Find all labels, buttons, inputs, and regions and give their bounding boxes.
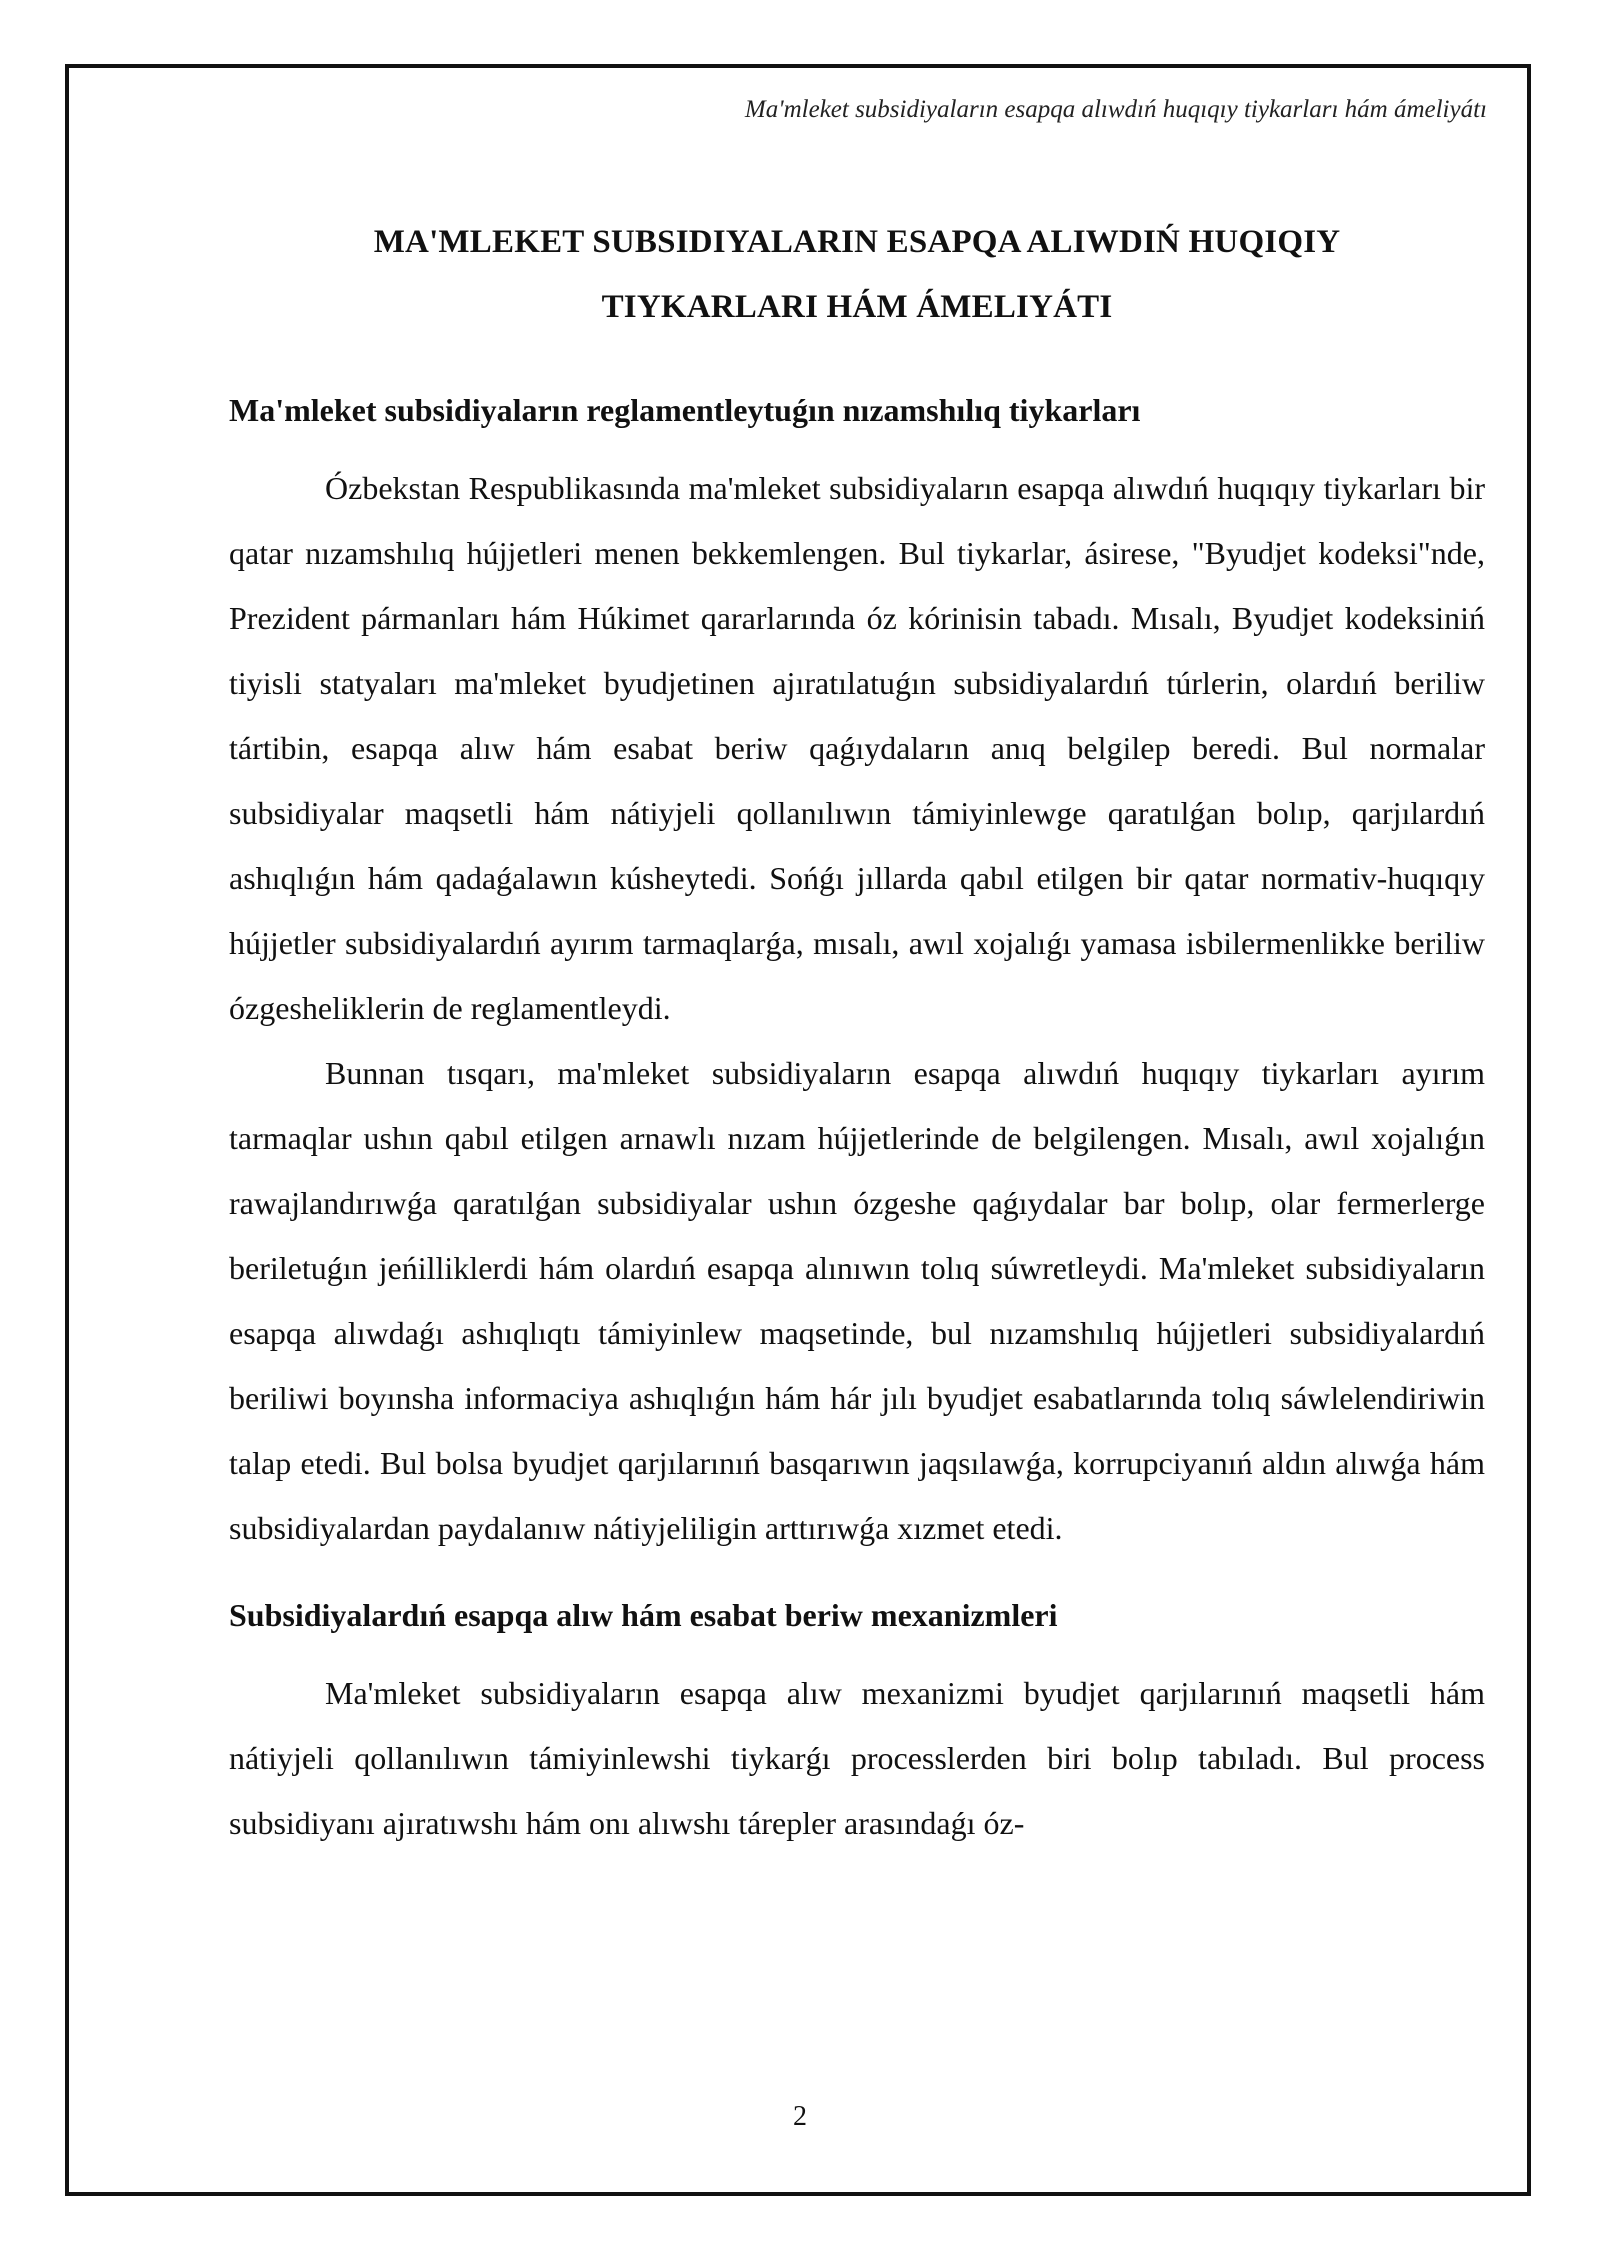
section-heading-2: Subsidiyalardıń esapqa alıw hám esabat beriw mexanizmleri xyxy=(229,1597,1058,1633)
paragraph-2: Bunnan tısqarı, ma'mleket subsidiyaların esapqa alıwdıń huqıqıy tiykarları ayırım tarmaqlar ushın qabıl etilgen arnawlı nızam hújjetlerinde de belgilengen. Mısalı, awıl xojalıǵın rawajlandırıwǵa qaratılǵan subsidiyalar ushın ózgeshe qaǵıydalar bar bolıp, olar fermerlerge beriletuǵın jeńilliklerdi hám olardıń esapqa alınıwın tolıq súwretleydi. Ma'mleket subsidiyaların esapqa alıwdaǵı ashıqlıqtı támiyinlew maqsetinde, bul nızamshılıq hújjetleri subsidiyalardıń beriliwi boyınsha informaciya ashıqlıǵın hám hár jılı byudjet esabatlarında tolıq sáwlelendiriwin talap etedi. Bul bolsa byudjet qarjılarınıń basqarıwın jaqsılawǵa, korrupciyanıń aldın alıwǵa hám subsidiyalardan paydalanıw nátiyjeliligin arttırıwǵa xızmet etedi. xyxy=(229,1055,1485,1546)
paragraph-3: Ma'mleket subsidiyaların esapqa alıw mexanizmi byudjet qarjılarınıń maqsetli hám nátiyjeli qollanılıwın támiyinlewshi tiykarǵı processlerden biri bolıp tabıladı. Bul process subsidiyanı ajıratıwshı hám onı alıwshı tárepler arasındaǵı óz- xyxy=(229,1675,1485,1841)
running-header: Ma'mleket subsidiyaların esapqa alıwdıń huqıqıy tiykarları hám ámeliyátı xyxy=(744,96,1487,123)
title-line-2: TIYKARLARI HÁM ÁMELIYÁTI xyxy=(601,289,1113,325)
title-line-1: MA'MLEKET SUBSIDIYALARIN ESAPQA ALIWDIŃ HUQIQIY xyxy=(373,224,1341,260)
paragraph-1: Ózbekstan Respublikasında ma'mleket subsidiyaların esapqa alıwdıń huqıqıy tiykarları bir qatar nızamshılıq hújjetleri menen bekkemlengen. Bul tiykarlar, ásirese, "Byudjet kodeksi"nde, Prezident pármanları hám Húkimet qararlarında óz kórinisin tabadı. Mısalı, Byudjet kodeksiniń tiyisli statyaları ma'mleket byudjetinen ajıratılatuǵın subsidiyalardıń túrlerin, olardıń beriliw tártibin, esapqa alıw hám esabat beriw qaǵıydaların anıq belgilep beredi. Bul normalar subsidiyalar maqsetli hám nátiyjeli qollanılıwın támiyinlewge qaratılǵan bolıp, qarjılardıń ashıqlıǵın hám qadaǵalawın kúsheytedi. Sońǵı jıllarda qabıl etilgen bir qatar normativ-huqıqıy hújjetler subsidiyalardıń ayırım tarmaqlarǵa, mısalı, awıl xojalıǵı yamasa isbilermenlikke beriliw ózgesheliklerin de reglamentleydi. xyxy=(229,470,1485,1026)
section-heading-1: Ma'mleket subsidiyaların reglamentleytuǵın nızamshılıq tiykarları xyxy=(229,392,1141,428)
page-number: 2 xyxy=(793,2101,807,2132)
document-body xyxy=(229,210,1485,1856)
document-title xyxy=(229,210,1485,340)
